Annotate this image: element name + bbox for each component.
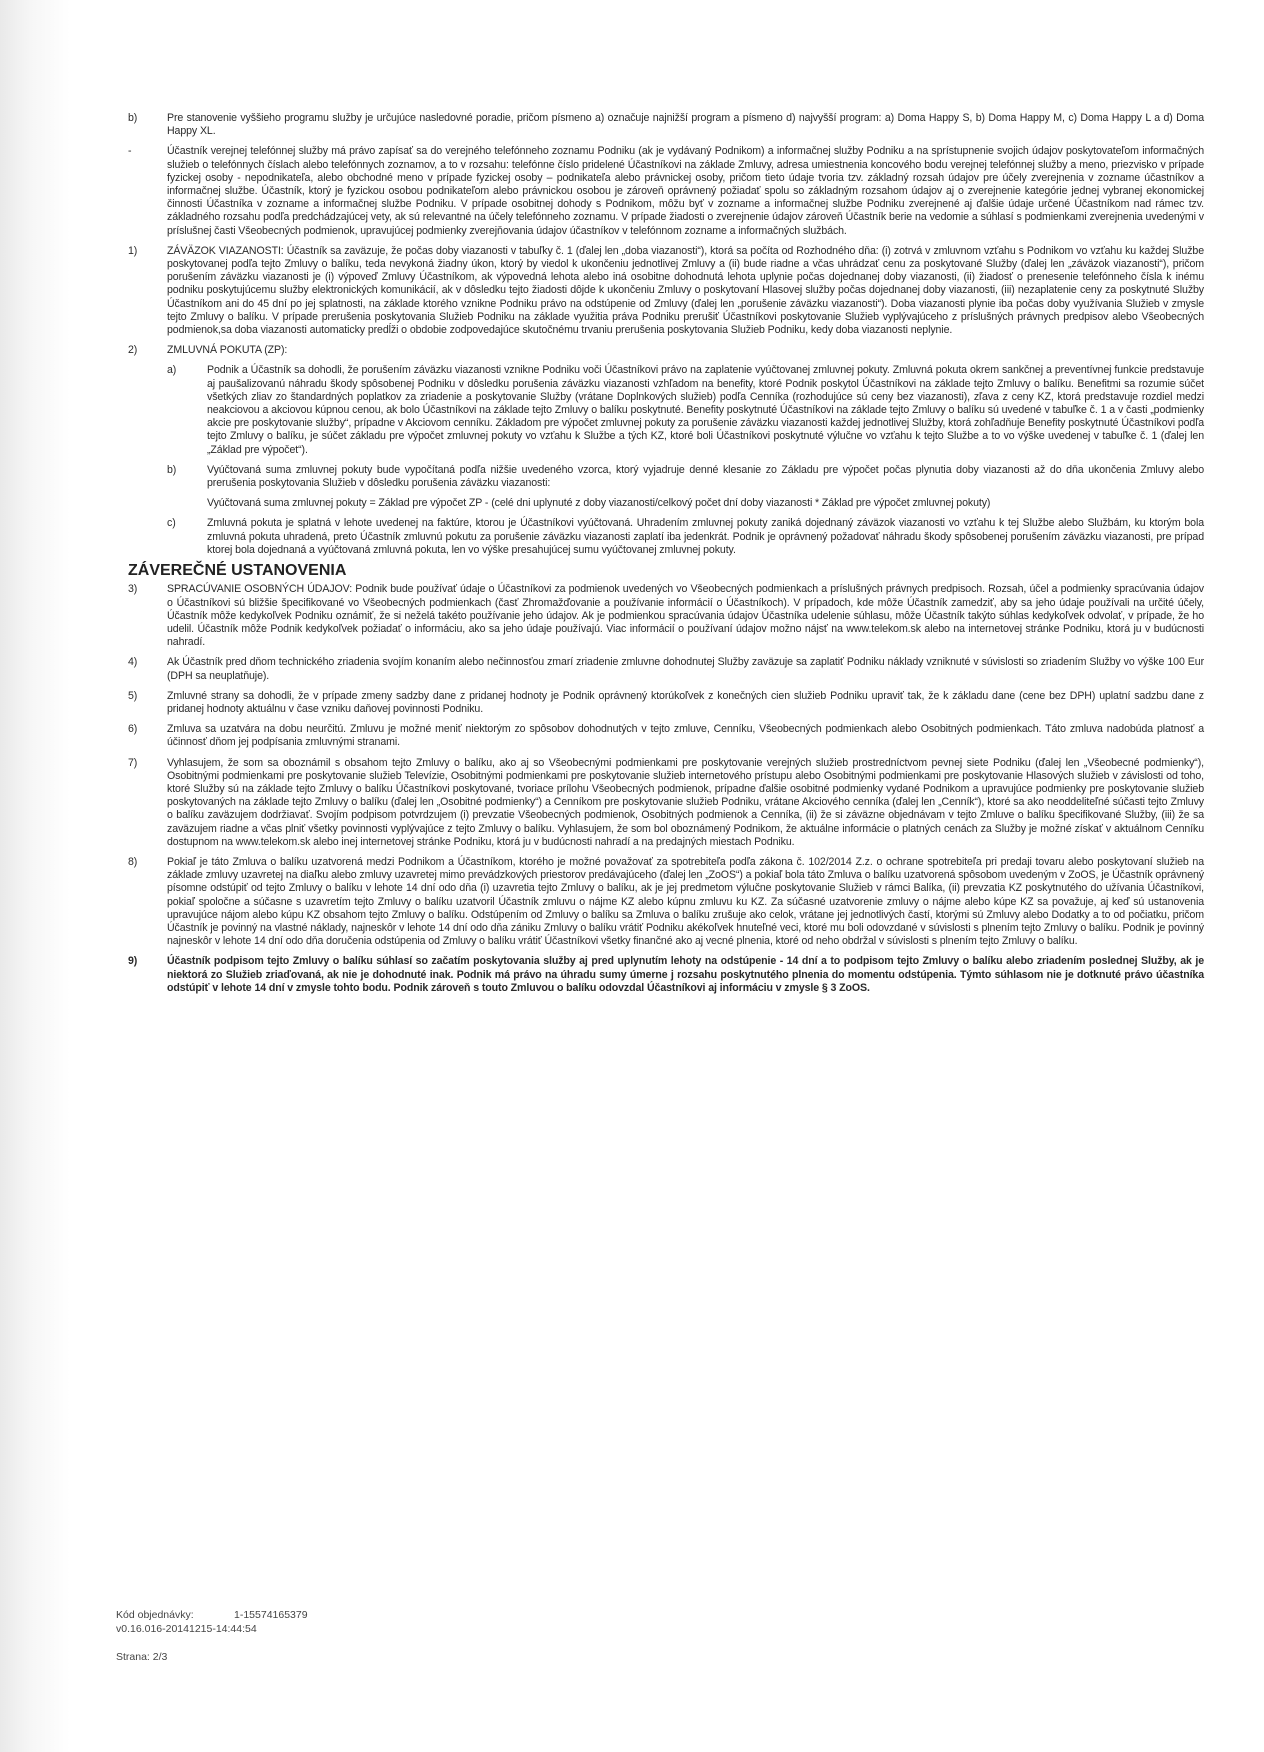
clause-3-personal-data bbox=[128, 583, 1204, 649]
subclause-2a bbox=[167, 364, 1204, 456]
clause-label: b) bbox=[128, 112, 138, 124]
clause-text: Zmluva sa uzatvára na dobu neurčitú. Zmluvu je možné meniť niektorým zo spôsobov dohodnutých v tejto zmluve, Cenníku, Všeobecných podmienkach alebo Osobitných podmienkach. Táto zmluva nadobúda platnosť a účinnosť dňom jej podpísania zmluvnými stranami. bbox=[167, 723, 1204, 749]
order-code-line bbox=[116, 1608, 308, 1622]
subclause-text: Vyúčtovaná suma zmluvnej pokuty bude vypočítaná podľa nižšie uvedeného vzorca, ktorý vyjadruje denné klesanie zo Základu pre výpočet počas plynutia doby viazanosti až do dňa ukončenia Zmluvy alebo prerušenia poskytovania Služieb v dôsledku porušenia záväzku viazanosti: bbox=[207, 463, 1204, 490]
clause-text: Pokiaľ je táto Zmluva o balíku uzatvorená medzi Podnikom a Účastníkom, ktorého je možné považovať za spotrebiteľa podľa zákona č. 102/2014 Z.z. o ochrane spotrebiteľa pri predaji tovaru alebo poskytovaní služieb na základe zmluvy uzavretej na diaľku alebo zmluvy uzavretej mimo prevádzkových priestorov predávajúceho (ďalej len „ZoOS“) a pokiaľ bola táto Zmluva o balíku uzatvorená spôsobom uvedeným v ZoOS, je Účastník oprávnený písomne odstúpiť od tejto Zmluvy o balíku v lehote 14 dní odo dňa (i) uzavretia tejto Zmluvy o balíku, ak je jej predmetom výlučne poskytovanie Služieb v rámci Balíka, (ii) prevzatia KZ poskytnutého do užívania Účastníkovi, pokiaľ spoločne a súčasne s uzavretím tejto Zmluvy o balíku uzatvoril Účastník zmluvu o nájme KZ alebo kúpnu zmluvu ku KZ. Za súčasné uzatvorenie zmluvy o nájme alebo kúpe KZ sa považuje, aj keď sú ustanovenia upravujúce nájom alebo kúpu KZ obsahom tejto Zmluvy o balíku. Odstúpením od Zmluvy o balíku sa Zmluva o balíku zrušuje ako celok, vrátane jej jednotlivých častí, ktorými sú Zmluvy alebo Dodatky a to od počiatku, pričom Účastník je povinný na vlastné náklady, najneskôr v lehote 14 dní odo dňa zániku Zmluvy o balíku vrátiť Podniku akékoľvek hnuteľné veci, ktoré mu boli odovzdané v súvislosti s plnením tejto Zmluvy o balíku. Podnik je povinný najneskôr v lehote 14 dní odo dňa doručenia odstúpenia od Zmluvy o balíku vrátiť Účastníkovi všetky finančné ako aj vecné plnenia, ktoré od neho obdržal v súvislosti s plnením tejto Zmluvy o balíku. bbox=[167, 855, 1204, 948]
section-heading-final-provisions: ZÁVEREČNÉ USTANOVENIA bbox=[128, 562, 347, 580]
subclause-2b bbox=[167, 464, 1204, 490]
subclause-label: b) bbox=[167, 463, 177, 476]
clause-label: 9) bbox=[128, 955, 138, 968]
clause-directory-listing bbox=[128, 145, 1204, 237]
clause-5-vat bbox=[128, 690, 1204, 716]
clause-6-term bbox=[128, 723, 1204, 749]
clause-9-consent bbox=[128, 955, 1204, 995]
clause-label: 1) bbox=[128, 244, 138, 257]
clause-text: Ak Účastník pred dňom technického zriadenia svojím konaním alebo nečinnosťou zmarí zriadenie zmluvne dohodnutej Služby zaväzuje sa zaplatiť Podniku náklady vzniknuté v súvislosti so zriadením Služby vo výške 100 Eur (DPH sa neuplatňuje). bbox=[167, 656, 1204, 682]
subclause-text: Podnik a Účastník sa dohodli, že porušením záväzku viazanosti vznikne Podniku voči Účastníkovi právo na zaplatenie vyúčtovanej zmluvnej pokuty. Zmluvná pokuta okrem sankčnej a preventívnej funkcie predstavuje aj paušalizovanú náhradu škody spôsobenej Podniku v dôsledku porušenia záväzku viazanosti vzhľadom na benefity, ktoré Podnik poskytol Účastníkovi na základe tejto Zmluvy o balíku. Benefitmi sa rozumie súčet všetkých zliav zo štandardných poplatkov za zriadenie a poskytovanie Služby (vrátane Doplnkových služieb) podľa Cenníka (rozhodujúce sú ceny bez viazanosti), zľava z ceny KZ, ktorá predstavuje rozdiel medzi neakciovou a akciovou kúpnou cenou, ak bolo Účastníkovi na základe tejto Zmluvy o balíku poskytnuté. Benefity poskytnuté Účastníkovi na základe tejto Zmluvy o balíku sú uvedené v tabuľke č. 1 a v časti „podmienky akcie pre poskytovanie služby“, prípadne v Akciovom cenníku. Základom pre výpočet zmluvnej pokuty za porušenie záväzku viazanosti každej jednotlivej Služby, ktorá zohľadňuje Benefity poskytnuté Účastníkovi podľa tejto Zmluvy o balíku, je súčet základu pre výpočet zmluvnej pokuty vo vzťahu k Službe a tých KZ, ktoré boli Účastníkovi poskytnuté výlučne vo vzťahu k tejto Službe a to vo výške uvedenej v tabuľke č. 1 (ďalej len „Základ pre výpočet“). bbox=[207, 364, 1204, 456]
clause-8-withdrawal bbox=[128, 856, 1204, 948]
clause-2-penalty bbox=[128, 344, 1204, 357]
subclause-text: Zmluvná pokuta je splatná v lehote uvedenej na faktúre, ktorou je Účastníkovi vyúčtovaná. Uhradením zmluvnej pokuty zaniká dojednaný záväzok viazanosti vo vzťahu k tej Službe alebo Službám, ku ktorým bola zmluvná pokuta uhradená, preto Účastník zmluvnú pokutu za porušenie záväzku viazanosti zaplatí iba jedenkrát. Podnik je oprávnený požadovať náhradu škody spôsobenej porušením záväzku viazanosti, pre prípad ktorej bola dojednaná a vyúčtovaná zmluvná pokuta, len vo výške presahujúcej sumu vyúčtovanej zmluvnej pokuty. bbox=[207, 517, 1204, 556]
clause-text: Zmluvné strany sa dohodli, že v prípade zmeny sadzby dane z pridanej hodnoty je Podnik oprávnený ktorúkoľvek z konečných cien služieb Podniku upraviť tak, že k základu dane (cene bez DPH) uplatní sadzbu dane z pridanej hodnoty aktuálnu v čase vzniku daňovej povinnosti Podniku. bbox=[167, 689, 1204, 715]
subclause-label: a) bbox=[167, 364, 177, 377]
clause-4-setup-costs bbox=[128, 656, 1204, 682]
clause-label: 4) bbox=[128, 656, 138, 669]
clause-label: 5) bbox=[128, 689, 138, 702]
clause-label: 3) bbox=[128, 583, 138, 596]
clause-7-declaration bbox=[128, 757, 1204, 849]
clause-text: Pre stanovenie vyššieho programu služby je určujúce nasledovné poradie, pričom písmeno a) označuje najnižší program a písmeno d) najvyšší program: a) Doma Happy S, b) Doma Happy M, c) Doma Happy L a d) Doma Happy XL. bbox=[167, 112, 1204, 138]
clause-1-commitment bbox=[128, 245, 1204, 337]
order-code-label: Kód objednávky: bbox=[116, 1609, 194, 1621]
clause-label: - bbox=[128, 145, 132, 158]
clause-label: 6) bbox=[128, 723, 138, 736]
subclause-label: c) bbox=[167, 517, 176, 530]
clause-text: Účastník podpisom tejto Zmluvy o balíku súhlasí so začatím poskytovania služby aj pred uplynutím lehoty na odstúpenie - 14 dní a to podpisom tejto Zmluvy o balíku alebo zriadením poslednej Služby, ak je niektorá zo Služieb zriaďovaná, ak nie je dohodnuté inak. Podnik má právo na úhradu sumy úmerne j rozsahu poskytnutého plnenia do momentu odstúpenia. Týmto súhlasom nie je dotknuté právo účastníka odstúpiť v lehote 14 dní v zmysle tohto bodu. Podnik zároveň s touto Zmluvou o balíku odovzdal Účastníkovi aj informáciu v zmysle § 3 ZoOS. bbox=[167, 955, 1204, 994]
document-footer bbox=[116, 1608, 308, 1664]
clause-text: Vyhlasujem, že som sa oboznámil s obsahom tejto Zmluvy o balíku, ako aj so Všeobecnými podmienkami pre poskytovanie verejných služieb prostredníctvom pevnej siete Podniku (ďalej len „Všeobecné podmienky“), Osobitnými podmienkami pre poskytovanie služieb Televízie, Osobitnými podmienkami pre poskytovanie služieb internetového prístupu alebo Osobitnými podmienkami pre poskytovanie Hlasových služieb v závislosti od toho, ktoré Služby sú na základe tejto Zmluvy o balíku Účastníkovi poskytované, tvoriace prílohu Všeobecných podmienok, prípadne ďalšie osobitné podmienky vydané Podnikom a upravujúce podmienky pre poskytovanie služieb poskytovaných na základe tejto Zmluvy o balíku (ďalej len „Osobitné podmienky“) a Cenníkom pre poskytovanie služieb Podniku, vrátane Akciového cenníka (ďalej len „Cenník“), ktoré sa ako neoddeliteľné súčasti tejto Zmluvy o balíku zaväzujem dodržiavať. Svojím podpisom potvrdzujem (i) prevzatie Všeobecných podmienok, Osobitných podmienok a Cenníka, (ii) že si záväzne objednávam v tejto Zmluve o balíku špecifikované Služby, (iii) že sa zaväzujem riadne a včas plniť všetky povinnosti vyplývajúce z tejto Zmluvy o balíku. Vyhlasujem, že som bol oboznámený Podnikom, že aktuálne informácie o platných cenách za Služby je možné získať v aktuálnom Cenníku dostupnom na www.telekom.sk alebo inej internetovej stránke Podniku, ktorá ju v budúcnosti nahradí a na predajných miestach Podniku. bbox=[167, 756, 1204, 848]
clause-text: SPRACÚVANIE OSOBNÝCH ÚDAJOV: Podnik bude používať údaje o Účastníkovi za podmienok uvedených vo Všeobecných podmienkach a príslušných právnych predpisoch. Rozsah, účel a podmienky spracúvania údajov o Účastníkovi sú bližšie špecifikované vo Všeobecných podmienkach (časť Zhromažďovanie a používanie informácií o Účastníkoch). V prípadoch, kde môže Účastník zamedziť, aby sa jeho údaje používali na určité účely, Účastník môže kedykoľvek Podniku oznámiť, že si neželá takéto používanie jeho údajov. Ak je podmienkou spracúvania údajov Účastníka udelenie súhlasu, môže Účastník takýto súhlas kedykoľvek odvolať, v prípade, že ho udelil. Účastník môže Podnik kedykoľvek požiadať o informáciu, ako sa jeho údaje používajú. Viac informácií o používaní údajov možno nájsť na www.telekom.sk alebo na internetovej stránke Podniku, ktorá ju v budúcnosti nahradí. bbox=[167, 583, 1204, 649]
penalty-formula: Vyúčtovaná suma zmluvnej pokuty = Základ pre výpočet ZP - (celé dni uplynuté z doby viazanosti/celkový počet dní doby viazanosti * Základ pre výpočet zmluvnej pokuty) bbox=[207, 497, 991, 510]
clause-label: 2) bbox=[128, 344, 138, 357]
clause-b-program-order bbox=[128, 112, 1204, 138]
clause-text: Účastník verejnej telefónnej služby má právo zapísať sa do verejného telefónneho zoznamu Podniku (ak je vydávaný Podnikom) a informačnej služby Podniku a na sprístupnenie svojich údajov poskytovateľom informačných služieb o telefónnych číslach alebo telefónnych zoznamov, a to v rozsahu: telefónne číslo pridelené Účastníkovi na základe Zmluvy, adresa umiestnenia koncového bodu verejnej telefónnej služby a meno, priezvisko v prípade fyzickej osoby - nepodnikateľa, alebo obchodné meno v prípade fyzickej osoby – podnikateľa alebo právnickej osoby, pričom tieto údaje tvoria tzv. základný rozsah údajov pre účely zverejnenia v zozname účastníkov a informačnej službe. Účastník, ktorý je fyzickou osobou podnikateľom alebo právnickou osobou je zároveň oprávnený požiadať spolu so základným rozsahom údajov aj o zverejnenie kategórie jednej vybranej ekonomickej činnosti Účastníka v zozname a informačnej službe Podniku. V prípade osobitnej dohody s Podnikom, môžu byť v zozname a informačnej službe Podniku zverejnené aj ďalšie údaje určené Účastníkom nad rámec tzv. základného rozsahu podľa predchádzajúcej vety, ak sú relevantné na účely telefónneho zoznamu. V prípade žiadosti o zverejnenie údajov zároveň Účastník berie na vedomie a súhlasí s podmienkami zverejnenia uvedenými v príslušnej časti Všeobecných podmienok, upravujúcej podmienky zverejňovania údajov účastníkov v telefónnom zozname a informačných službách. bbox=[167, 145, 1204, 237]
page-number: Strana: 2/3 bbox=[116, 1651, 168, 1663]
clause-text: ZÁVÄZOK VIAZANOSTI: Účastník sa zaväzuje, že počas doby viazanosti v tabuľky č. 1 (ďalej len „doba viazanosti“), ktorá sa počíta od Rozhodného dňa: (i) zotrvá v zmluvnom vzťahu s Podnikom vo vzťahu ku každej Službe poskytovanej podľa tejto Zmluvy o balíku, teda nevykoná žiadny úkon, ktorý by viedol k ukončeniu jednotlivej Zmluvy a (ii) bude riadne a včas uhrádzať cenu za poskytované Služby (ďalej len „záväzok viazanosti“), pričom porušením záväzku viazanosti je (i) výpoveď Zmluvy Účastníkom, ak výpovedná lehota alebo iná osobitne dohodnutá lehota uplynie počas dojednanej doby viazanosti, (ii) žiadosť o prenesenie telefónneho čísla k inému podniku poskytujúcemu služby elektronických komunikácií, ak v dôsledku tejto žiadosti dôjde k ukončeniu Zmluvy o poskytovaní Hlasovej služby počas dojednanej doby viazanosti, (iii) nezaplatenie ceny za poskytnuté Služby Účastníkom ani do 45 dní po jej splatnosti, na základe ktorého vznikne Podniku právo na odstúpenie od Zmluvy (ďalej len „porušenie záväzku viazanosti“). Doba viazanosti plynie iba počas doby využívania Služieb v zmysle tejto Zmluvy o balíku. V prípade prerušenia poskytovania Služieb Podniku na základe využitia práva Podniku prerušiť Účastníkovi poskytovanie Služieb vyplývajúceho z príslušných právnych predpisov alebo Všeobecných podmienok,sa doba viazanosti automaticky predĺži o obdobie zodpovedajúce skutočnému trvaniu prerušenia poskytovania Služieb Podniku, kedy doba viazanosti neplynie. bbox=[167, 244, 1204, 337]
clause-label: 8) bbox=[128, 855, 138, 868]
clause-title: ZMLUVNÁ POKUTA (ZP): bbox=[167, 344, 288, 357]
order-code-value: 1-15574165379 bbox=[234, 1609, 308, 1621]
clause-label: 7) bbox=[128, 756, 138, 769]
subclause-2c bbox=[167, 517, 1204, 557]
document-body bbox=[128, 112, 1204, 1002]
version-string: v0.16.016-20141215-14:44:54 bbox=[116, 1623, 257, 1635]
